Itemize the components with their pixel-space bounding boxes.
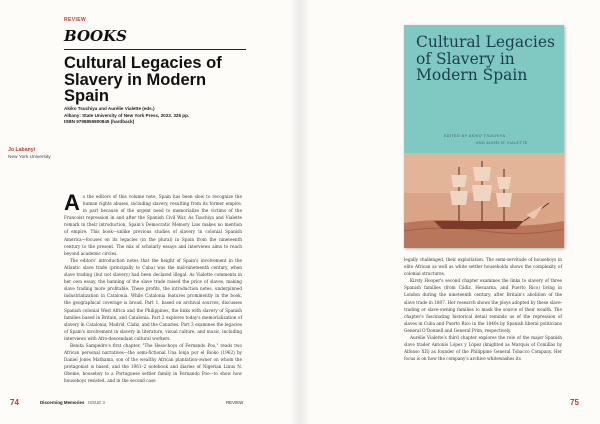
book-cover [404, 25, 564, 248]
book-title: Cultural Legacies of Slavery in Modern Spain [64, 54, 222, 105]
review-body-right [404, 256, 562, 362]
book-publisher: Albany: State University of New York Press, 2023. 326 pp. [64, 112, 190, 118]
paragraph: Kirsty Hooper's second chapter examines the links to slavery of three Spanish families (from Cádiz, Hesuarna, and Puerto Rico) living in London during the nineteenth century, after Britain's abolition of the slave trade in 1807. Her research shows the ploys adopted by these slave-trading or slave-owning families to mask the source of their wealth. The chapter's fascinating historical detail reminds us of the repression of slaves in Cuba and Puerto Rico in the 1840s by Spanish liberal politicians General O'Donnell and General Prim, respectively. [404, 278, 562, 333]
cover-ship-illustration [404, 153, 564, 248]
review-body-left [64, 190, 242, 385]
paragraph [64, 190, 242, 257]
footer-issue: ISSUE 3 [88, 400, 105, 405]
section-title: BOOKS [64, 27, 127, 45]
footer-journal: Discerning Memories [40, 400, 85, 405]
reviewer-affiliation: New York University [8, 155, 51, 160]
section-tag: REVIEW [64, 17, 87, 23]
dropcap: A [64, 190, 80, 215]
spine-gutter [290, 0, 310, 424]
footer-section: REVIEW [226, 400, 244, 405]
paragraph: Benita Sampedro's first chapter, "The Hesochoys of Fernando Poo," reads two African personal narratives—the semi-fictional Una lonja por el Bioko (1962) by Daniel Jones Mathama, son of the wealthy African plantation-owner on whom the protagonist is based, and the 1961–2 notebook and diaries of Nigerian Linus N. Obeme, houseboy to a Portuguese settler family in Fernando Poo—to show how houseboys resisted, and in the second case [64, 342, 242, 384]
page-number: 74 [10, 398, 19, 407]
paragraph: Aurélie Vialette's third chapter explores the role of the major Spanish slave trader Antonio López y López (knighted as Marquis of Comillas by Alfonso XII) as founder of the Philippine General Tobacco Company. Her focus is on how the company's archive whitewashes its [404, 335, 562, 362]
cover-title: Cultural Legacies of Slavery in Modern Spain [416, 33, 555, 84]
book-meta [64, 106, 264, 126]
paragraph: legally challenged, their exploitation. The semi-servitude of houseboys in elite African as well as white settler households shows the complexity of colonial structures. [404, 257, 562, 277]
reviewer-name: Jo Labanyi [8, 147, 36, 153]
book-editors: Akiko Tsuchiya and Aurélie Vialette (eds.) [64, 106, 155, 111]
right-page [300, 0, 600, 424]
paragraph-text: s the editors of this volume note, Spain has been slow to recognize the human rights abuses, including slavery, resulting from its former empire, in part because of the urgent need to memorialize the victims of the Francoist repression in and after the Spanish Civil War. As Tsuchiya and Vialette remark in their introduction, Spain's Democratic Memory Law makes no mention of empire. This book—unlike previous studies of slavery in colonial Spanish America—focuses on its legacies (in the plural) in Spain from the nineteenth century to the present. The mix of scholarly essays and interviews aims to reach beyond academic circles. [64, 194, 242, 256]
cover-editors: EDITED BY AKIKO TSUCHIYA [444, 134, 506, 138]
cover-editors: AND AURÉLIE VIALETTE [476, 141, 528, 145]
page-number: 75 [570, 398, 579, 407]
paragraph: The editors' introduction notes that the height of Spain's involvement in the Atlantic slave trade (principally to Cuba) was the mid-nineteenth century, when slave trading (but not slavery) had been declared illegal. As Vialette comments in her own essay, the banning of the slave trade raised the price of slaves, making slave trading more profitable. These profits, the introduction notes, underpinned industrialization in Catalonia. While Catalonia features prominently in the book, the geographical coverage is broad. Part 1, based on archival sources, discusses Spanish colonial West Africa and the Philippines, the links with slavery of Spanish families based in Britain, and Catalonia. Part 2 explores today's memorialization of slavery in Catalonia, Madrid, Cádiz, and the Canaries. Part 3 examines the legacies of Spain's involvement in slavery in literature, visual culture, and music, including interviews with Afro-descendant cultural workers. [64, 257, 242, 341]
divider-rule [64, 49, 246, 50]
book-isbn: ISBN 9798855800845 (hardback) [64, 119, 135, 125]
